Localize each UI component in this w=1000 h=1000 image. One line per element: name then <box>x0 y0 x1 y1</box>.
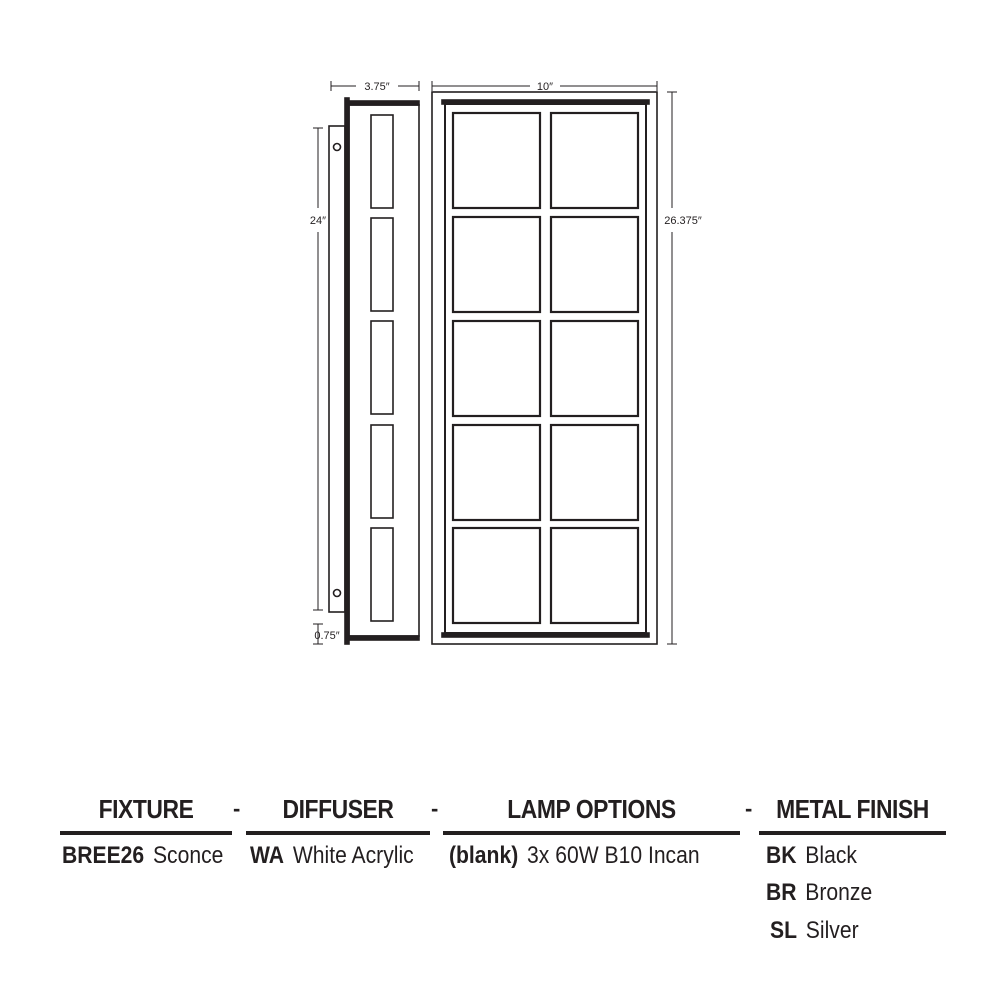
wall-mount-bracket <box>329 126 345 612</box>
width-dimension-label: 10″ <box>536 81 554 93</box>
lamp-options-heading: LAMP OPTIONS <box>507 794 676 824</box>
mount-hole-top <box>334 144 341 151</box>
option-code: (blank) <box>449 842 519 869</box>
glass-pane <box>453 217 540 312</box>
option-description: Black <box>805 842 857 869</box>
metal-finish-column <box>759 790 946 835</box>
bottom-offset-dimension-label: 0.75″ <box>314 630 340 642</box>
side-window <box>371 425 393 518</box>
glass-pane <box>551 217 638 312</box>
finish-option <box>766 841 857 871</box>
lamp-options-rule <box>443 831 740 835</box>
front-outer-frame <box>432 92 657 644</box>
option-code: SL <box>770 917 797 944</box>
option-code: BR <box>766 879 797 906</box>
option-description: Sconce <box>152 842 224 869</box>
glass-pane <box>453 425 540 520</box>
option-description: Silver <box>805 917 859 944</box>
diffuser-rule <box>246 831 430 835</box>
option-description: White Acrylic <box>292 842 414 869</box>
mount-height-dimension-label: 24″ <box>309 215 327 227</box>
lamp-option <box>449 841 700 871</box>
finish-option <box>766 878 872 908</box>
lamp-options-column <box>443 790 740 835</box>
side-window <box>371 218 393 311</box>
side-window <box>371 115 393 208</box>
side-body <box>349 105 419 636</box>
separator: - <box>233 796 241 821</box>
diffuser-heading: DIFFUSER <box>282 794 394 824</box>
metal-finish-rule <box>759 831 946 835</box>
fixture-heading: FIXTURE <box>98 794 194 824</box>
separator: - <box>431 796 439 821</box>
side-window <box>371 321 393 414</box>
fixture-rule <box>60 831 232 835</box>
separator: - <box>745 796 753 821</box>
diffuser-column <box>246 790 430 835</box>
glass-pane <box>551 321 638 416</box>
glass-pane <box>453 113 540 208</box>
ordering-spec-table <box>0 790 1000 990</box>
overall-height-dimension-label: 26.375″ <box>664 215 702 227</box>
option-code: BREE26 <box>62 842 145 869</box>
metal-finish-heading: METAL FINISH <box>776 794 929 824</box>
front-view <box>432 92 657 644</box>
side-window <box>371 528 393 621</box>
option-code: BK <box>766 842 797 869</box>
glass-pane <box>453 528 540 623</box>
side-view <box>329 98 419 644</box>
fixture-option <box>62 841 223 871</box>
finish-option <box>770 916 859 946</box>
mount-hole-bottom <box>334 590 341 597</box>
front-body <box>445 104 646 633</box>
glass-pane <box>453 321 540 416</box>
option-description: 3x 60W B10 Incan <box>527 842 700 869</box>
depth-dimension-label: 3.75″ <box>364 81 390 93</box>
glass-pane <box>551 113 638 208</box>
fixture-column <box>60 790 232 835</box>
diffuser-option <box>250 841 414 871</box>
option-description: Bronze <box>805 879 873 906</box>
glass-pane <box>551 528 638 623</box>
option-code: WA <box>250 842 285 869</box>
glass-pane <box>551 425 638 520</box>
